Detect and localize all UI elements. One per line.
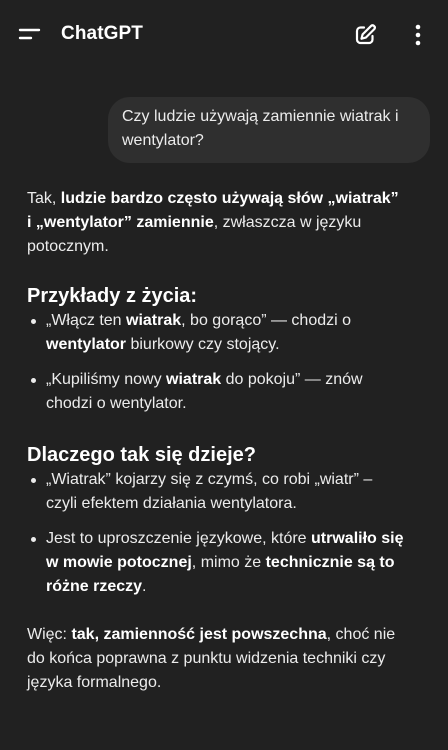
bold-text: wiatrak <box>126 312 182 329</box>
text-segment: „Wiatrak” kojarzy się z czymś, co robi „wiatr” – czyli efektem działania wentylatora. <box>46 471 373 512</box>
assistant-response <box>27 187 405 695</box>
more-vertical-icon[interactable] <box>408 22 428 48</box>
answer-conclusion <box>27 623 405 695</box>
text-segment: , choć nie do końca poprawna z punktu widzenia techniki czy języka formalnego. <box>27 626 396 691</box>
text-segment: , bo gorąco” — chodzi o <box>181 312 352 329</box>
text-segment: „Włącz ten <box>46 312 127 329</box>
heading-examples: Przykłady z życia: <box>27 285 198 307</box>
bold-text: tak, zamienność jest powszechna <box>71 626 327 643</box>
bold-text: utrwaliło się w mowie potocznej <box>46 530 404 571</box>
bold-text: wiatrak <box>166 371 222 388</box>
text-segment: do pokoju” — znów chodzi o wentylator. <box>46 371 363 412</box>
list-item <box>27 368 405 416</box>
text-segment: , zwłaszcza w języku potocznym. <box>27 214 362 255</box>
text-segment: . <box>142 578 147 595</box>
menu-icon[interactable] <box>18 24 42 44</box>
examples-list <box>27 309 405 416</box>
text-segment: „Kupiliśmy nowy <box>46 371 167 388</box>
bold-text: ludzie bardzo często używają słów „wiatrak” i „wentylator” zamiennie <box>27 190 399 231</box>
heading-reasons: Dlaczego tak się dzieje? <box>27 444 256 466</box>
app-title: ChatGPT <box>61 23 143 44</box>
list-item <box>27 309 405 357</box>
answer-intro <box>27 187 405 259</box>
list-item <box>27 468 405 516</box>
text-segment: Tak, <box>27 190 61 207</box>
text-segment: biurkowy czy stojący. <box>126 336 280 353</box>
text-segment: Więc: <box>27 626 72 643</box>
user-message-bubble: Czy ludzie używają zamiennie wiatrak i wentylator? <box>108 97 430 163</box>
bold-text: technicznie są to różne rzeczy <box>46 554 395 595</box>
reasons-list <box>27 468 405 599</box>
text-segment: Jest to uproszczenie językowe, które <box>46 530 312 547</box>
list-item <box>27 527 405 599</box>
bold-text: wentylator <box>46 336 127 353</box>
top-bar <box>0 0 448 70</box>
text-segment: , mimo że <box>191 554 266 571</box>
edit-icon[interactable] <box>352 22 378 48</box>
